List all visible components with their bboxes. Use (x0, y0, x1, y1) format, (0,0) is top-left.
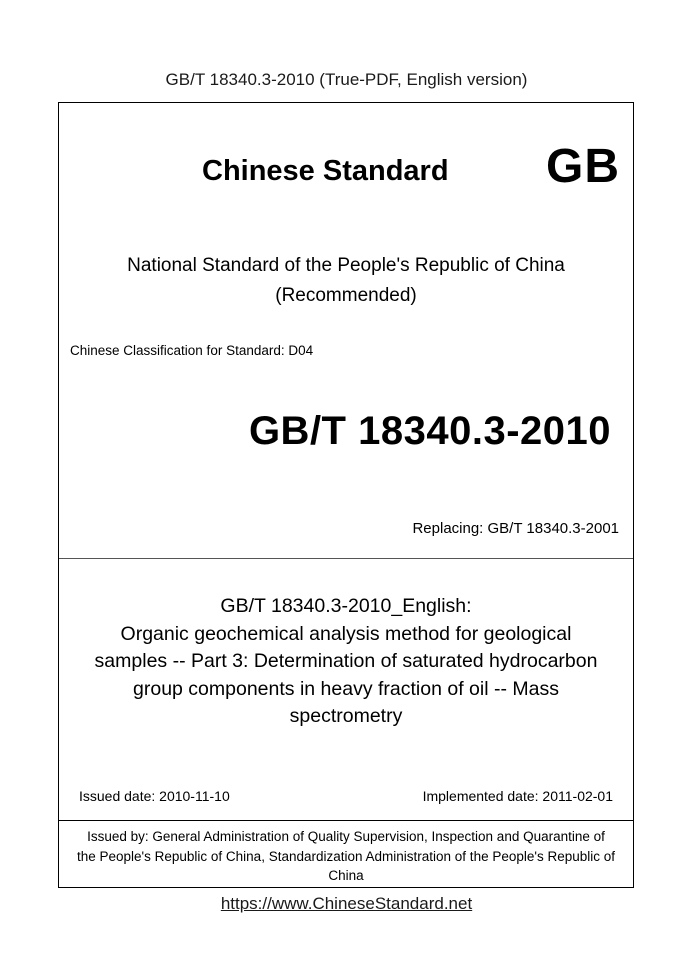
replacing-label: Replacing: GB/T 18340.3-2001 (412, 520, 619, 537)
website-link[interactable]: https://www.ChineseStandard.net (220, 894, 473, 913)
cover-top-section (59, 103, 633, 559)
document-title (59, 593, 633, 731)
cover-frame (58, 102, 634, 888)
issued-date: Issued date: 2010-11-10 (79, 788, 230, 804)
national-standard-block (59, 251, 633, 311)
chinese-standard-heading: Chinese Standard (202, 155, 449, 187)
national-standard-line: National Standard of the People's Republic of China (127, 255, 565, 276)
title-line: Organic geochemical analysis method for geological (120, 622, 572, 645)
issuer-line: the People's Republic of China, Standardization Administration of the People's Republic of (77, 848, 615, 864)
implemented-date: Implemented date: 2011-02-01 (422, 788, 613, 804)
recommended-line: (Recommended) (275, 285, 417, 306)
title-line: spectrometry (289, 705, 403, 727)
issuer-line: China (328, 868, 364, 883)
document-header: GB/T 18340.3-2010 (True-PDF, English version) (165, 70, 528, 89)
issuer-section (59, 821, 633, 887)
classification-label: Chinese Classification for Standard: D04 (70, 343, 314, 358)
issuer-text (59, 827, 633, 886)
standard-number: GB/T 18340.3-2010 (248, 409, 611, 453)
title-line: GB/T 18340.3-2010_English: (220, 595, 472, 617)
title-line: group components in heavy fraction of oil -- Mass (133, 677, 559, 700)
issuer-line: Issued by: General Administration of Quality Supervision, Inspection and Quarantine of (87, 829, 605, 844)
title-line: samples -- Part 3: Determination of saturated hydrocarbon (94, 650, 598, 672)
title-section (59, 559, 633, 821)
gb-mark: GB (546, 140, 620, 193)
